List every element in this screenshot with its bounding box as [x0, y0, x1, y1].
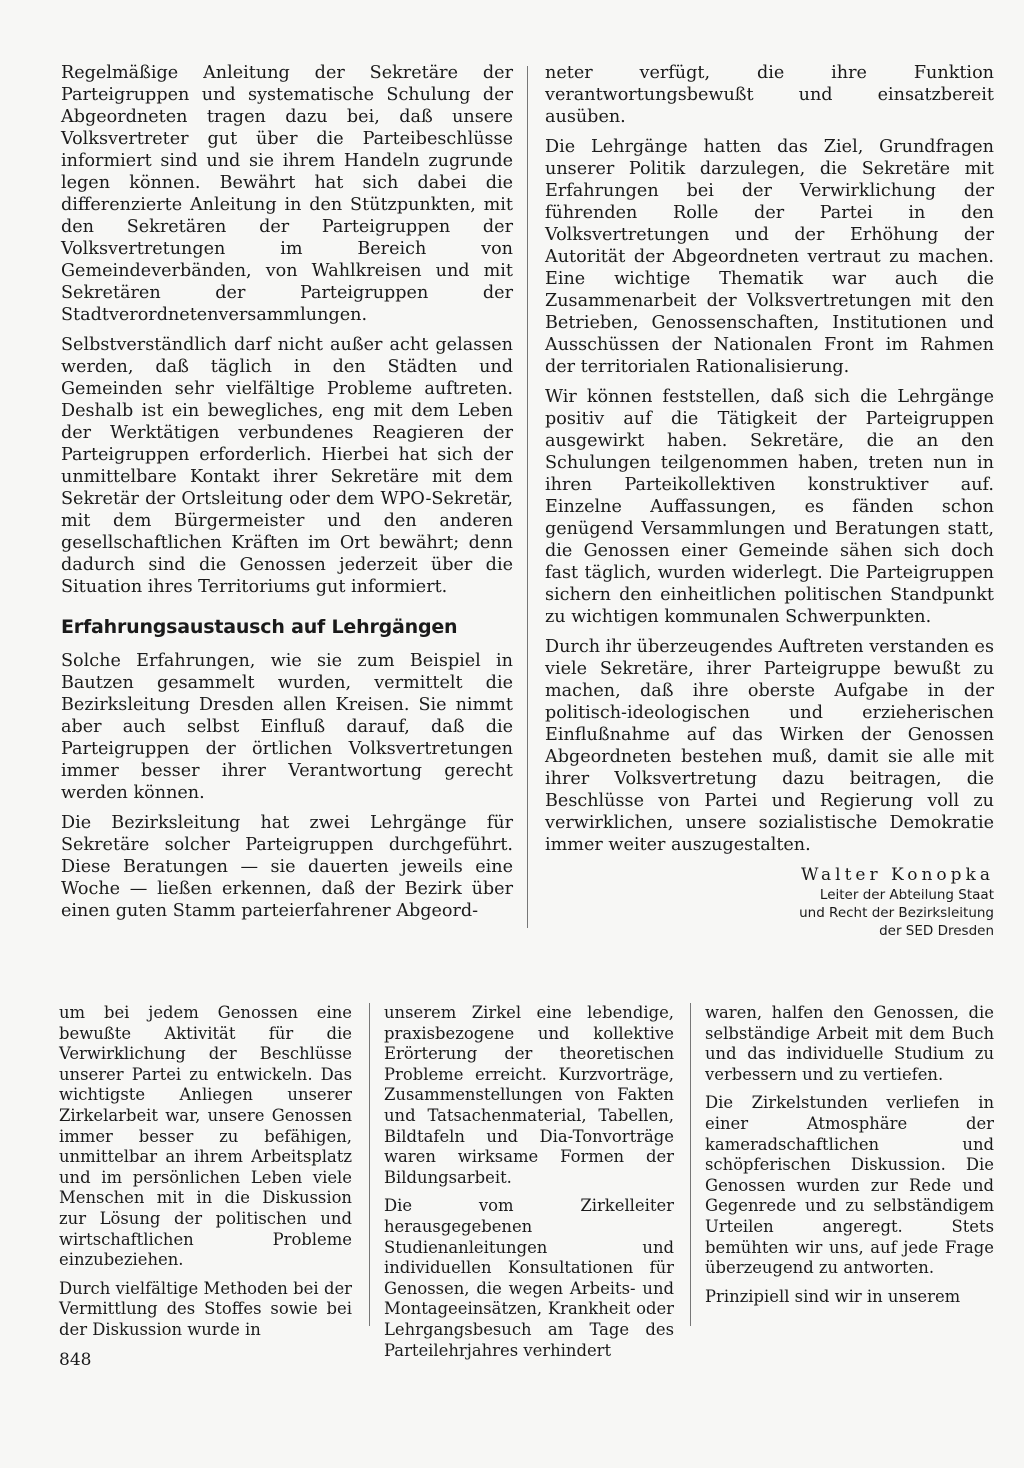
author-role-line-1: Leiter der Abteilung Staat: [819, 887, 994, 903]
top-left-column: [61, 62, 513, 930]
paragraph: waren, halfen den Genossen, die selbständige Arbeit mit dem Buch und das individuelle Studium zu verbessern und zu vertiefen.: [705, 1003, 994, 1084]
column-divider: [690, 1003, 691, 1326]
paragraph: unserem Zirkel eine lebendige, praxisbezogene und kollektive Erörterung der theoretischen Probleme erreicht. Kurzvorträge, Zusammenstellungen von Fakten und Tatsachenmaterial, Tabellen, Bildtafeln und Dia-Tonvorträge waren wirksame Formen der Bildungsarbeit.: [384, 1003, 674, 1187]
section-heading: Erfahrungsaustausch auf Lehrgängen: [61, 616, 458, 638]
paragraph: um bei jedem Genossen eine bewußte Aktivität für die Verwirklichung der Beschlüsse unserer Partei zu entwickeln. Das wichtigste Anliegen unserer Zirkelarbeit war, unsere Genossen immer besser zu befähigen, unmittelbar an ihrem Arbeitsplatz und im persönlichen Leben viele Menschen mit in die Diskussion zur Lösung der politischen und wirtschaftlichen Probleme einzubeziehen.: [59, 1003, 352, 1270]
paragraph: Selbstverständlich darf nicht außer acht gelassen werden, daß täglich in den Städten und Gemeinden sehr vielfältige Probleme auftreten. Deshalb ist ein bewegliches, eng mit dem Leben der Werktätigen verbundenes Reagieren der Parteigruppen erforderlich. Hierbei hat sich der unmittelbare Kontakt ihrer Sekretäre mit dem Sekretär der Ortsleitung oder dem WPO-Sekretär, mit dem Bürgermeister und den anderen gesellschaftlichen Kräften im Ort bewährt; denn dadurch sind die Genossen jederzeit über die Situation ihres Territoriums gut informiert.: [61, 335, 513, 597]
author-role-line-2: und Recht der Bezirksleitung: [799, 905, 994, 921]
column-divider: [369, 1003, 370, 1326]
bottom-column-1: [59, 1003, 352, 1349]
paragraph: Solche Erfahrungen, wie sie zum Beispiel in Bautzen gesammelt wurden, vermittelt die Bezirksleitung Dresden allen Kreisen. Sie nimmt aber auch selbst Einfluß darauf, daß die Parteigruppen der örtlichen Volksvertretungen immer besser ihrer Verantwortung gerecht werden können.: [61, 651, 513, 803]
page-number: 848: [59, 1350, 92, 1370]
paragraph: Die vom Zirkelleiter herausgegebenen Studienanleitungen und individuellen Konsultationen für Genossen, die wegen Arbeits- und Montageeinsätzen, Krankheit oder Lehrgangsbesuch am Tage des Parteilehrjahres verhindert: [384, 1196, 674, 1360]
paragraph: Durch ihr überzeugendes Auftreten verstanden es viele Sekretäre, ihrer Parteigruppe bewußt zu machen, daß ihre oberste Aufgabe in der politisch-ideologischen und erzieherischen Einflußnahme auf das Wirken der Genossen Abgeordneten bestehen muß, damit sie alle mit ihrer Volksvertretung dazu beitragen, die Beschlüsse von Partei und Regierung voll zu verwirklichen, unsere sozialistische Demokratie immer weiter auszugestalten.: [545, 637, 994, 855]
paragraph: Regelmäßige Anleitung der Sekretäre der Parteigruppen und systematische Schulung der Abgeordneten tragen dazu bei, daß unsere Volksvertreter gut über die Parteibeschlüsse informiert sind und sie ihrem Handeln zugrunde legen können. Bewährt hat sich dabei die differenzierte Anleitung in den Stützpunkten, mit den Sekretären der Parteigruppen der Volksvertretungen im Bereich von Gemeindeverbänden, von Wahlkreisen und mit Sekretären der Parteigruppen der Stadtverordnetenversammlungen.: [61, 63, 513, 325]
author-role-line-3: der SED Dresden: [879, 923, 994, 939]
paragraph: neter verfügt, die ihre Funktion verantwortungsbewußt und einsatzbereit ausüben.: [545, 63, 994, 127]
paragraph: Durch vielfältige Methoden bei der Vermittlung des Stoffes sowie bei der Diskussion wurde in: [59, 1278, 352, 1339]
top-right-column: [545, 62, 994, 940]
paragraph: Die Lehrgänge hatten das Ziel, Grundfragen unserer Politik darzulegen, die Sekretäre mit Erfahrungen bei der Verwirklichung der führenden Rolle der Partei in den Volksvertretungen und der Erhöhung der Autorität der Abgeordneten vertraut zu machen. Eine wichtige Thematik war auch die Zusammenarbeit der Volksvertretungen mit den Betrieben, Genossenschaften, Institutionen und Ausschüssen der Nationalen Front im Rahmen der territorialen Rationalisierung.: [545, 137, 994, 377]
paragraph: Die Bezirksleitung hat zwei Lehrgänge für Sekretäre solcher Parteigruppen durchgeführt. Diese Beratungen — sie dauerten jeweils eine Woche — ließen erkennen, daß der Bezirk über einen guten Stamm parteierfahrener Abgeord-: [61, 813, 513, 921]
bottom-column-2: [384, 1003, 674, 1369]
bottom-column-3: [705, 1003, 994, 1315]
paragraph: Prinzipiell sind wir in unserem: [705, 1286, 961, 1306]
paragraph: Die Zirkelstunden verliefen in einer Atmosphäre der kameradschaftlichen und schöpferischen Diskussion. Die Genossen wurden zur Rede und Gegenrede und zu selbständigem Urteilen angeregt. Stets bemühten wir uns, auf jede Frage überzeugend zu antworten.: [705, 1093, 994, 1278]
paragraph: Wir können feststellen, daß sich die Lehrgänge positiv auf die Tätigkeit der Parteigruppen ausgewirkt haben. Sekretäre, die an den Schulungen teilgenommen haben, treten nun in ihren Parteikollektiven konstruktiver auf. Einzelne Auffassungen, es fänden schon genügend Versammlungen und Beratungen statt, die Genossen einer Gemeinde sähen sich doch fast täglich, wurden widerlegt. Die Parteigruppen sichern den einheitlichen politischen Standpunkt zu wichtigen kommunalen Schwerpunkten.: [545, 387, 994, 627]
author-name: Walter Konopka: [801, 865, 994, 885]
column-divider: [527, 66, 528, 928]
